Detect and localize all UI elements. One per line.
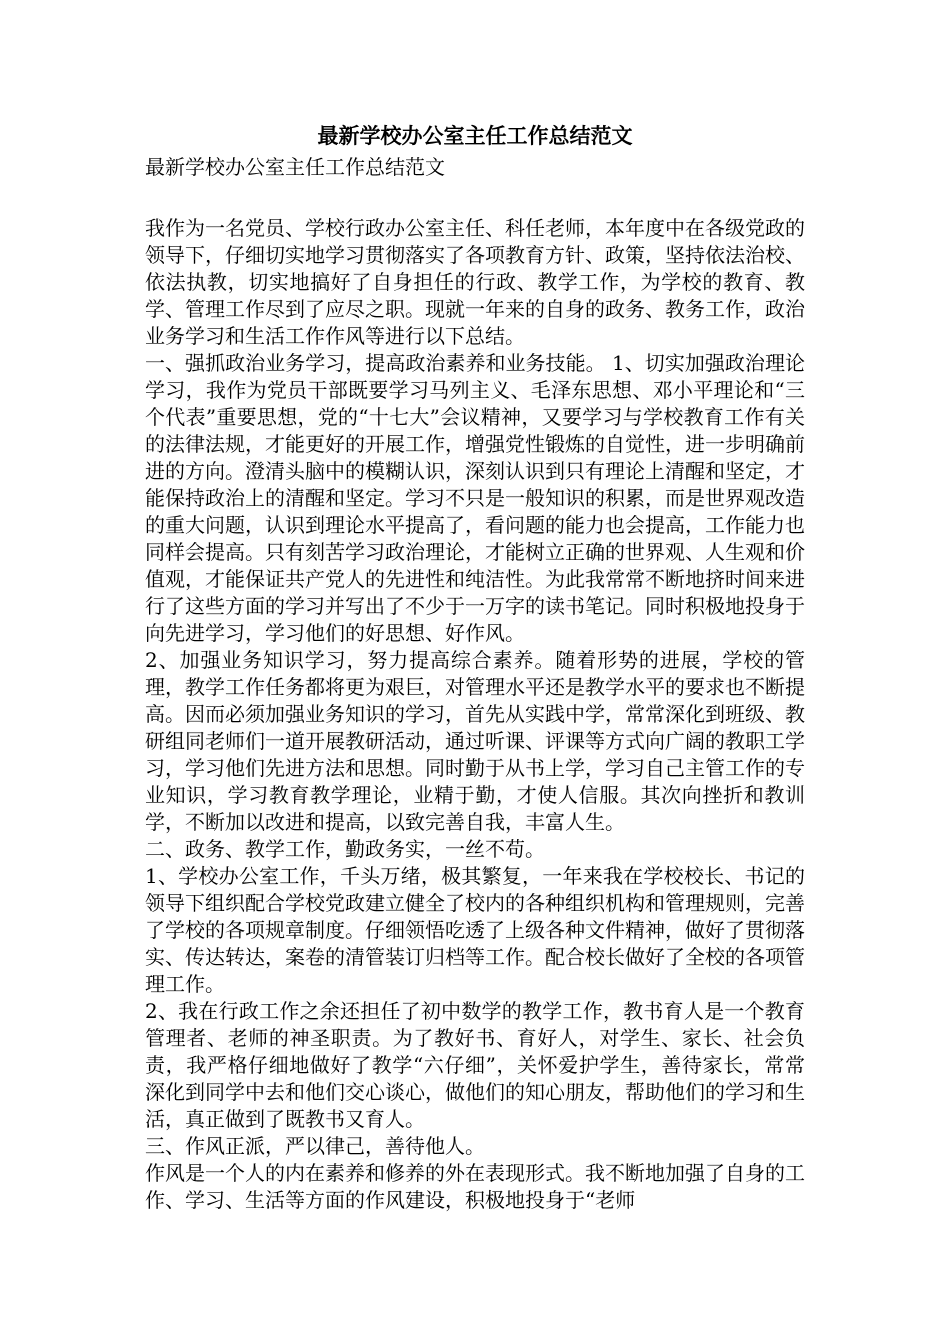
- paragraph-section-2-item-2: 2、我在行政工作之余还担任了初中数学的教学工作，教书育人是一个教育管理者、老师的神圣职责。为了教好书、育好人，对学生、家长、社会负责，我严格仔细地做好了教学“六仔细”，关怀爱护学生，善待家长，常常深化到同学中去和他们交心谈心，做他们的知心朋友，帮助他们的学习和生活，真正做到了既教书又育人。: [145, 999, 805, 1131]
- heading-section-2: 二、政务、教学工作，勤政务实，一丝不苟。: [145, 837, 545, 861]
- paragraph-section-2-item-1: 1、学校办公室工作，千头万绪，极其繁复，一年来我在学校校长、书记的领导下组织配合学校党政建立健全了校内的各种组织机构和管理规则，完善了学校的各项规章制度。仔细领悟吃透了上级各种文件精神，做好了贯彻落实、传达转达，案卷的清管装订归档等工作。配合校长做好了全校的各项管理工作。: [145, 864, 805, 996]
- document-subtitle: 最新学校办公室主任工作总结范文: [145, 155, 445, 179]
- blank-line: [145, 182, 805, 215]
- paragraph-section-1: 一、强抓政治业务学习，提高政治素养和业务技能。 1、切实加强政治理论学习，我作为党员干部既要学习马列主义、毛泽东思想、邓小平理论和“三个代表”重要思想，党的“十七大”会议精神，又要学习与学校教育工作有关的法律法规，才能更好的开展工作，增强党性锻炼的自觉性，进一步明确前进的方向。澄清头脑中的模糊认识，深刻认识到只有理论上清醒和坚定，才能保持政治上的清醒和坚定。学习不只是一般知识的积累，而是世界观改造的重大问题，认识到理论水平提高了，看问题的能力也会提高，工作能力也同样会提高。只有刻苦学习政治理论，才能树立正确的世界观、人生观和价值观，才能保证共产党人的先进性和纯洁性。为此我常常不断地挤时间来进行了这些方面的学习并写出了不少于一万字的读书笔记。同时积极地投身于向先进学习，学习他们的好思想、好作风。: [145, 351, 805, 645]
- document-page: [145, 120, 805, 1214]
- paragraph-section-1-item-2: 2、加强业务知识学习，努力提高综合素养。随着形势的进展，学校的管理，教学工作任务都将更为艰巨，对管理水平还是教学水平的要求也不断提高。因而必须加强业务知识的学习，首先从实践中学，常常深化到班级、教研组同老师们一道开展教研活动，通过听课、评课等方式向广阔的教职工学习，学习他们先进方法和思想。同时勤于从书上学，学习自己主管工作的专业知识，学习教育教学理论，业精于勤，才使人信服。其次向挫折和教训学，不断加以改进和提高，以致完善自我，丰富人生。: [145, 648, 805, 834]
- heading-section-3: 三、作风正派，严以律己，善待他人。: [145, 1134, 485, 1158]
- document-title: 最新学校办公室主任工作总结范文: [317, 123, 633, 148]
- paragraph-section-3: 作风是一个人的内在素养和修养的外在表现形式。我不断地加强了自身的工作、学习、生活等方面的作风建设，积极地投身于“老师: [145, 1161, 805, 1212]
- paragraph-intro: 我作为一名党员、学校行政办公室主任、科任老师，本年度中在各级党政的领导下，仔细切实地学习贯彻落实了各项教育方针、政策，坚持依法治校、依法执教，切实地搞好了自身担任的行政、教学工作，为学校的教育、教学、管理工作尽到了应尽之职。现就一年来的自身的政务、教务工作，政治业务学习和生活工作作风等进行以下总结。: [145, 216, 805, 348]
